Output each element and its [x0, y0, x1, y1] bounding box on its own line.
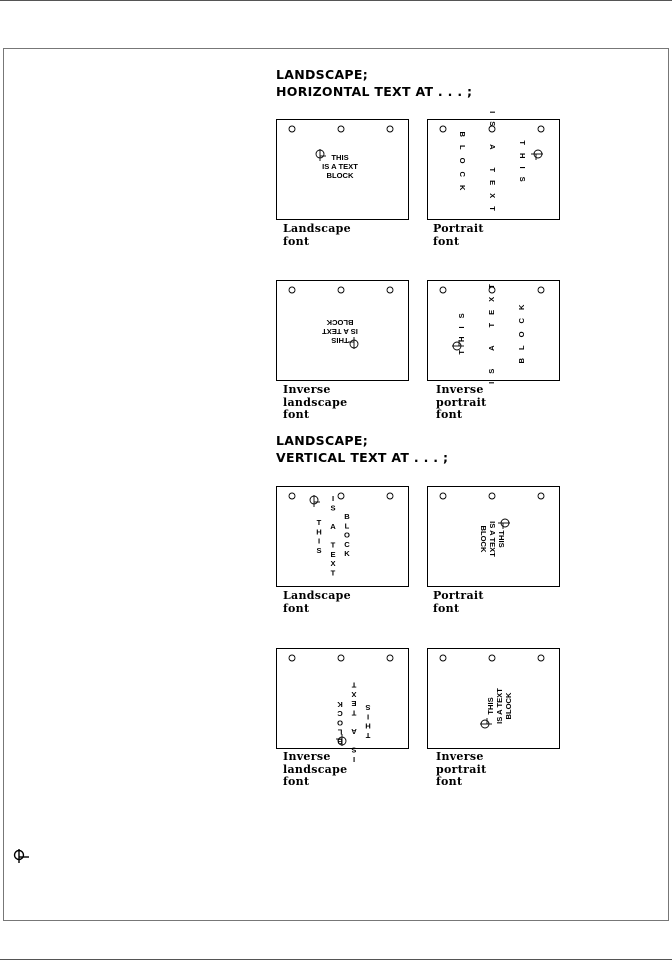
block-line: THIS	[457, 305, 466, 355]
heading-line-2: VERTICAL TEXT AT . . . ;	[276, 450, 449, 465]
panel-h-inverse-landscape	[276, 280, 409, 381]
caption-h-landscape	[283, 223, 351, 248]
caption-line: font	[283, 601, 310, 615]
block-line: IS A TEXT	[351, 680, 357, 764]
caption-line: font	[283, 775, 310, 788]
vertical-text-block	[316, 494, 350, 577]
caption-h-inverse-portrait	[436, 384, 487, 422]
caption-line: Inverse	[436, 383, 484, 396]
block-line: IS A TEXT	[322, 327, 358, 336]
heading-horizontal	[276, 66, 472, 100]
reference-point-icon	[531, 150, 543, 160]
block-line: IS A TEXT	[487, 276, 496, 384]
block-line: B L O C K	[344, 512, 350, 559]
panel-graphic	[277, 281, 410, 382]
top-rule	[0, 0, 672, 1]
caption-line: portrait	[436, 762, 487, 776]
block-line: T H I S	[316, 518, 322, 555]
reference-point-icon	[316, 149, 326, 161]
block-line: IS A TEXT	[322, 162, 358, 171]
caption-line: font	[433, 601, 460, 615]
panel-h-portrait	[427, 111, 560, 220]
reference-point-icon	[498, 519, 510, 529]
panel-graphic	[277, 120, 410, 221]
block-line: I S A T E X T	[330, 494, 336, 578]
caption-v-inverse-portrait	[436, 751, 487, 789]
block-line: THIS	[497, 530, 506, 548]
caption-line: Inverse	[283, 383, 331, 396]
caption-line: font	[433, 234, 460, 248]
block-line: BLOCK	[458, 131, 467, 199]
caption-line: Portrait	[433, 222, 484, 235]
bottom-rule	[0, 959, 672, 960]
caption-line: font	[436, 408, 463, 421]
block-line: THIS	[331, 336, 349, 345]
block-line: THIS	[518, 140, 527, 190]
caption-line: landscape	[283, 762, 348, 776]
caption-line: Inverse	[283, 750, 331, 763]
reference-point-icon	[480, 718, 492, 728]
heading-vertical	[276, 432, 448, 466]
block-line: IS A TEXT	[488, 521, 497, 557]
block-line: BLOCK	[479, 525, 488, 553]
caption-v-inverse-landscape	[283, 751, 347, 789]
heading-line-2: HORIZONTAL TEXT AT . . . ;	[276, 84, 473, 99]
caption-line: portrait	[436, 395, 487, 409]
panel-v-portrait	[427, 486, 560, 587]
block-line: THIS	[486, 697, 495, 715]
caption-v-portrait	[433, 590, 484, 615]
panel-graphic	[428, 276, 561, 384]
block-line: THIS	[365, 703, 371, 740]
panel-v-inverse-portrait	[427, 648, 560, 749]
caption-line: font	[436, 775, 463, 788]
block-line: BLOCK	[504, 692, 513, 720]
caption-v-landscape	[283, 590, 351, 615]
caption-line: landscape	[283, 395, 348, 409]
panel-graphic	[277, 487, 410, 588]
panel-graphic	[428, 487, 561, 588]
caption-line: font	[283, 408, 310, 421]
caption-line: font	[283, 234, 310, 248]
heading-line-1: LANDSCAPE;	[276, 433, 369, 448]
reference-point-icon	[12, 846, 32, 864]
reference-point-icon	[310, 495, 320, 507]
caption-h-inverse-landscape	[283, 384, 347, 422]
block-line: THIS	[331, 153, 349, 162]
panel-graphic	[428, 111, 561, 221]
panel-graphic	[428, 649, 561, 750]
block-line: BLOCK	[326, 171, 354, 180]
block-line: BLOCK	[337, 699, 343, 746]
heading-line-1: LANDSCAPE;	[276, 67, 369, 82]
panel-h-landscape	[276, 119, 409, 220]
caption-line: Landscape	[283, 589, 351, 602]
caption-line: Inverse	[436, 750, 484, 763]
block-line: IS A TEXT	[488, 111, 497, 219]
block-line: IS A TEXT	[495, 688, 504, 724]
panel-v-landscape	[276, 486, 409, 587]
caption-line: Landscape	[283, 222, 351, 235]
panel-h-inverse-portrait	[427, 276, 560, 384]
block-line: BLOCK	[517, 296, 526, 364]
block-line: BLOCK	[326, 318, 354, 327]
caption-line: Portrait	[433, 589, 484, 602]
caption-h-portrait	[433, 223, 484, 248]
